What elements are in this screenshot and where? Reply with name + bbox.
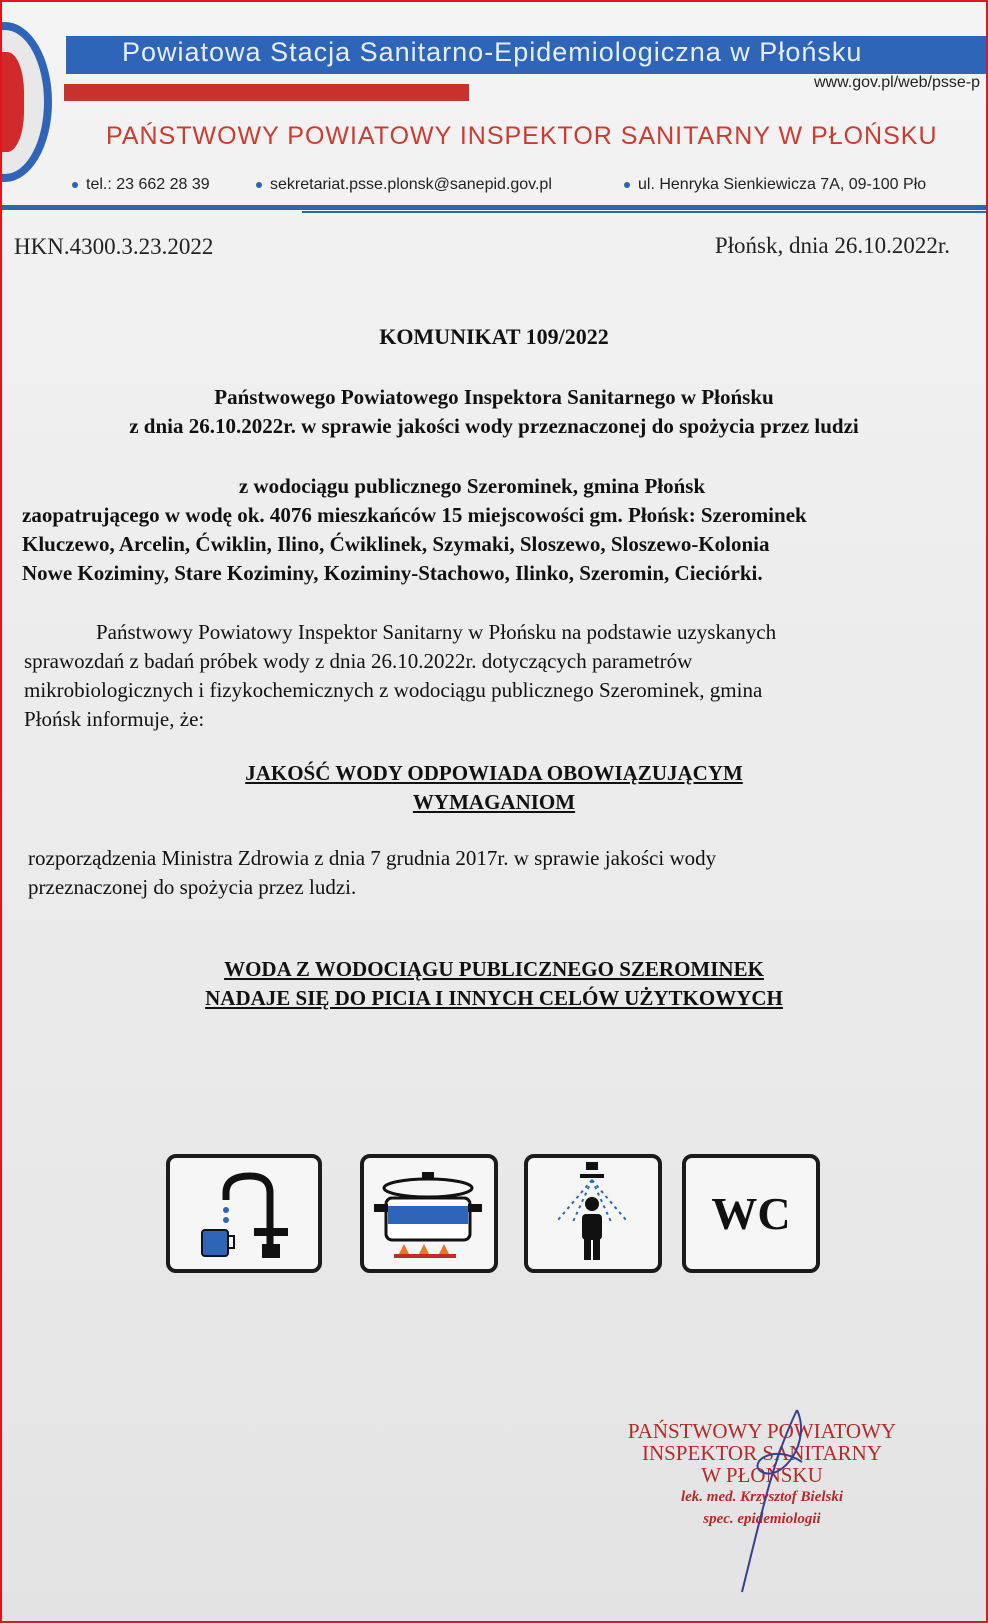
phone-contact (72, 176, 210, 194)
issuer-block (2, 383, 986, 441)
verdict-line: JAKOŚĆ WODY ODPOWIADA OBOWIĄZUJĄCYM (245, 761, 743, 785)
conclusion-heading (2, 955, 986, 1013)
phone-text: tel.: 23 662 28 39 (86, 176, 210, 193)
wc-icon: WC (682, 1154, 820, 1273)
inspector-title: PAŃSTWOWY POWIATOWY INSPEKTOR SANITARNY W PŁOŃSKU (106, 122, 938, 150)
source-line: zaopatrującego w wodę ok. 4076 mieszkańców 15 miejscowości gm. Płońsk: Szerominek (22, 503, 807, 527)
regulation-line: przeznaczonej do spożycia przez ludzi. (28, 875, 357, 899)
issuer-line: Państwowego Powiatowego Inspektora Sanitarnego w Płońsku (214, 385, 774, 409)
email-text: sekretariat.psse.plonsk@sanepid.gov.pl (270, 176, 552, 193)
verdict-line: WYMAGANIOM (412, 790, 576, 814)
source-line: z wodociągu publicznego Szerominek, gmina Płońsk (238, 474, 706, 498)
shower-icon (524, 1154, 662, 1273)
info-line: sprawozdań z badań próbek wody z dnia 26.10.2022r. dotyczących parametrów (24, 649, 693, 673)
faucet-drinking-icon (166, 1154, 322, 1273)
bullet-icon (256, 182, 262, 188)
info-line: mikrobiologicznych i fizykochemicznych z wodociągu publicznego Szerominek, gmina (24, 678, 763, 702)
regulation-paragraph (28, 844, 986, 902)
cooking-pot-icon (360, 1154, 498, 1273)
source-line: Nowe Koziminy, Stare Koziminy, Koziminy-Stachowo, Ilinko, Szeromin, Cieciórki. (22, 561, 763, 585)
source-line: Kluczewo, Arcelin, Ćwiklin, Ilino, Ćwiklinek, Szymaki, Sloszewo, Sloszewo-Kolonia (22, 532, 770, 556)
email-contact[interactable] (256, 176, 552, 194)
water-source-block (22, 472, 982, 588)
stamp-specialty: spec. epidemiologii (703, 1511, 821, 1527)
conclusion-line: NADAJE SIĘ DO PICIA I INNYCH CELÓW UŻYTKOWYCH (205, 986, 783, 1010)
document-date: Płońsk, dnia 26.10.2022r. (714, 233, 950, 258)
verdict-heading (2, 759, 986, 817)
header-divider-thin (302, 211, 986, 213)
regulation-line: rozporządzenia Ministra Zdrowia z dnia 7 grudnia 2017r. w sprawie jakości wody (28, 846, 717, 870)
info-line: Płońsk informuje, że: (24, 707, 205, 731)
header-divider (2, 205, 986, 210)
stamp-line: INSPEKTOR SANITARNY (641, 1441, 883, 1465)
stamp-line: PAŃSTWOWY POWIATOWY (627, 1419, 897, 1443)
document-reference: HKN.4300.3.23.2022 (14, 234, 214, 259)
address-contact (624, 176, 926, 194)
bullet-icon (72, 182, 78, 188)
website-link[interactable]: www.gov.pl/web/psse-p (814, 74, 980, 91)
bullet-icon (624, 182, 630, 188)
stamp-line: W PŁOŃSKU (701, 1463, 823, 1487)
address-text: ul. Henryka Sienkiewicza 7A, 09-100 Pło (638, 176, 927, 193)
header-red-bar (64, 84, 469, 101)
issuer-line: z dnia 26.10.2022r. w sprawie jakości wody przeznaczonej do spożycia przez ludzi (129, 414, 859, 438)
info-line: Państwowy Powiatowy Inspektor Sanitarny w Płońsku na podstawie uzyskanych (96, 620, 777, 644)
station-name: Powiatowa Stacja Sanitarno-Epidemiologiczna w Płońsku (122, 37, 863, 67)
conclusion-line: WODA Z WODOCIĄGU PUBLICZNEGO SZEROMINEK (224, 957, 764, 981)
document-title: KOMUNIKAT 109/2022 (379, 324, 609, 349)
signature (702, 1402, 842, 1602)
stamp-signatory: lek. med. Krzysztof Bielski (680, 1489, 844, 1505)
information-paragraph (24, 618, 984, 734)
